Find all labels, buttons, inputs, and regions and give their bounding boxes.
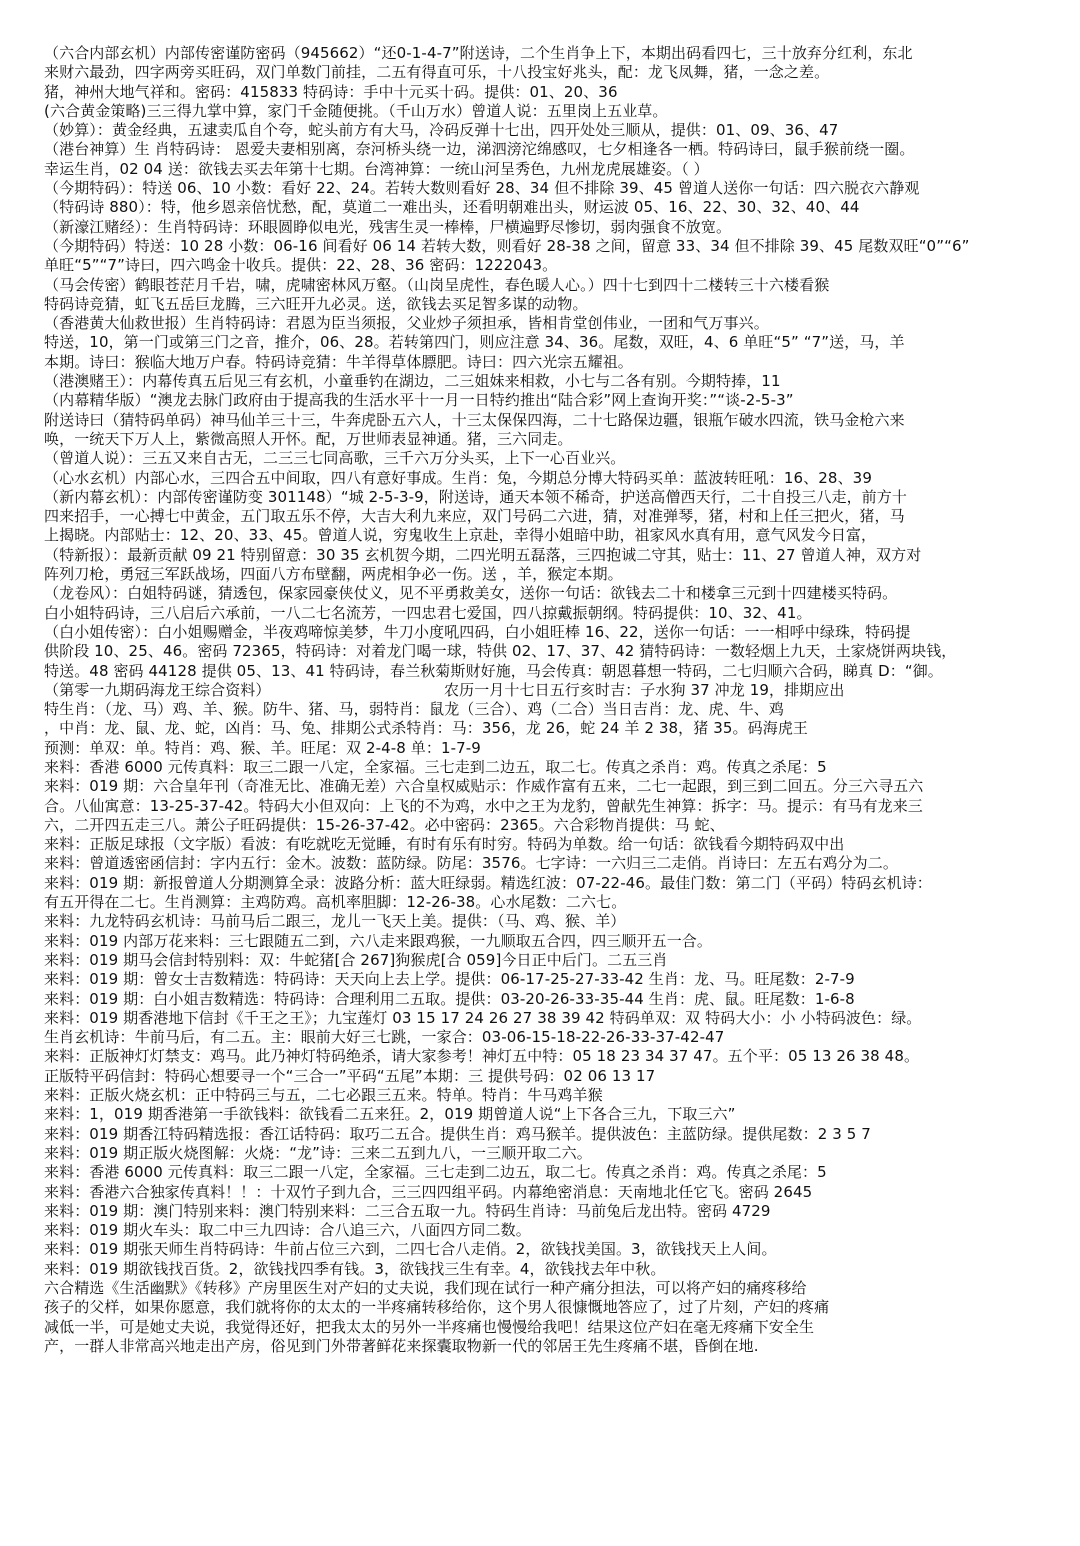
text-line: 附送诗曰（猜特码单码）神马仙羊三十三，牛奔虎卧五六人，十三太保保四海，二十七路保边疆，银瓶乍破水四流，铁马金枪六来 xyxy=(44,410,905,429)
text-line: 来料：019 期：澳门特别来料：澳门特别来料：二三合五取一九。特码生肖诗：马前兔后龙出特。密码 4729 xyxy=(44,1201,771,1220)
article-line: 减低一半，可是她丈夫说，我觉得还好，把我太太的另外一半疼痛也慢慢给我吧！结果这位产妇在毫无疼痛下安全生 xyxy=(44,1317,815,1336)
text-line: 来料：019 期：曾女士吉数精选：特码诗：天天向上去上学。提供：06-17-25-27-33-42 生肖：龙、马。旺尾数：2-7-9 xyxy=(44,970,855,989)
text-line: 来料：正版足球报（文字版）看波：有吃就吃无觉睡，有时有乐有时穷。特码为单数。给一句话：欲钱看今期特码双中出 xyxy=(44,835,845,854)
text-line: 来料：019 期火车头：取二中三九四诗：合八追三六，八面四方同二数。 xyxy=(44,1221,531,1240)
text-line: 上揭晓。内部贴士：12、20、33、45。曾道人说，穷鬼收生上京赴，幸得小姐暗中助，祖家风水真有用，意气风发今日富， xyxy=(44,526,877,545)
text-line: （香港黄大仙救世报）生肖特码诗：君恩为臣当须报，父业炒子须担承，皆相肯堂创伟业，一团和气万事兴。 xyxy=(44,314,769,333)
text-line: （新濠江赌经）：生肖特码诗：环眼圆睁似电光，残害生灵一棒棒，尸横遍野尽惨切，弱肉强食不放宽。 xyxy=(44,217,732,236)
text-line: 来料：1，019 期香港第一手欲钱料：欲钱看二五来狂。2，019 期曾道人说“上下各合三九，下取三六” xyxy=(44,1105,736,1124)
text-line: 来料：香港六合独家传真料！！：十双竹子到九合，三三四四组平码。内幕绝密消息：天南地北任它飞。密码 2645 xyxy=(44,1182,813,1201)
text-line: 来财六最劲，四字两旁买旺码，双门单数门前挂，二五有得直可乐，十八投宝好兆头，配：龙飞凤舞，猪，一念之差。 xyxy=(44,63,830,82)
humor-article xyxy=(44,1279,1042,1356)
article-line: 六合精选《生活幽默》《转移》产房里医生对产妇的丈夫说，我们现在试行一种产痛分担法，可以将产妇的痛疼移给 xyxy=(44,1279,807,1297)
lunar-date-info: 农历一月十七日五行亥时吉：子水狗 37 冲龙 19，排期应出 xyxy=(444,680,845,699)
text-line: 来料：019 期：新报曾道人分期测算全录：波路分析：蓝大旺绿弱。精选红波：07-22-46。最佳门数：第二门（平码）特码玄机诗： xyxy=(44,873,932,892)
text-line: （新内幕玄机）：内部传密谨防变 301148）“城 2-5-3-9，附送诗，通天本领不稀奇，护送高僧西天行，二十自投三八走，前方十 xyxy=(44,487,907,506)
text-line: （今期特码）：特送 06、10 小数：看好 22、24。若转大数则看好 28、34 但不排除 39、45 曾道人送你一句话：四六脱衣六静观 xyxy=(44,179,920,198)
section-header-line xyxy=(44,681,1042,700)
text-line: 供阶段 10、25、46。密码 72365，特码诗：对着龙门喝一球，特供 02、17、37、42 猜特码诗：一数轻烟上九天，土家烧饼两块钱， xyxy=(44,642,957,661)
text-line: 来料：曾道透密函信封：字内五行：金木。波数：蓝防绿。防尾：3576。七字诗：一六归三二走俏。肖诗曰：左五右鸡分为二。 xyxy=(44,854,898,873)
text-line: 本期。诗曰：猴临大地万户春。特码诗竞猜：牛羊得草体膘肥。诗曰：四六光宗五耀祖。 xyxy=(44,352,633,371)
text-line: 白小姐特码诗，三八启后六承前，一八二七名流芳，一四忠君七爱国，四八掠戴振朝纲。特码提供：10、32、41。 xyxy=(44,603,812,622)
text-line: （妙算）：黄金经典，五逮卖瓜自个夸，蛇头前方有大马，冷码反弹十七出，四开处处三顺从，提供：01、09、36、47 xyxy=(44,121,839,140)
text-line: 正版特平码信封：特码心想要寻一个“三合一”平码“五尾”本期：三 提供号码：02 06 13 17 xyxy=(44,1066,656,1085)
section-intro xyxy=(44,44,1042,681)
text-line: (六合黄金策略)三三得九掌中算，家门千金随便挑。（千山万水）曾道人说：五里岗上五业草。 xyxy=(44,101,668,120)
article-line: 产，一群人非常高兴地走出产房，俗见到门外带著鲜花来探囊取物新一代的邻居王先生疼痛不堪，昏倒在地. xyxy=(44,1336,759,1355)
text-line: （特码诗 880）：特，他乡恩亲倍忧愁，配，莫道二一难出头，还看明朝难出头，财运波 05、16、22、30、32、40、44 xyxy=(44,198,860,217)
text-line: 幸运生肖，02 04 送：欲钱去买去年第十七期。台湾神算：一统山河呈秀色，九州龙虎展雄姿。（ ） xyxy=(44,159,709,178)
text-line: 四来招手，一心搏七中黄金，五门取五乐不停，大吉大利九来应，双门号码二六进，猜，对准弹琴，猪，村和上任三把火，猪，马 xyxy=(44,507,905,526)
text-line: 来料：019 期：六合皇年刊（奇准无比、准确无差）六合皇权威贴示：作威作富有五来，二七一起跟，到三到二回五。分三六寻五六 xyxy=(44,777,924,796)
text-line: 来料：019 期香港地下信封《千王之王》；九宝莲灯 03 15 17 24 26 27 38 39 42 特码单双：双 特码大小：小 小特码波色：绿。 xyxy=(44,1008,922,1027)
text-line: 来料：019 期马会信封特别料：双：牛蛇猪[合 267]狗猴虎[合 059]今日正中后门。二五三肖 xyxy=(44,950,668,969)
text-line: 来料：019 期张天师生肖特码诗：牛前占位三六到，二四七合八走俏。2，欲钱找美国。3，欲钱找天上人间。 xyxy=(44,1240,777,1259)
text-line: 来料：019 期：白小姐吉数精选：特码诗：合理利用二五取。提供：03-20-26-33-35-44 生肖：虎、鼠。旺尾数：1-6-8 xyxy=(44,989,855,1008)
text-line: 阵列刀枪，勇冠三军跃战场，四面八方布壁翻，两虎相争必一伤。送 ，羊，猴定本期。 xyxy=(44,565,623,584)
text-line: 有五开得在二七。生肖测算：主鸡防鸡。高机率胆脚：12-26-38。心水尾数：二六七。 xyxy=(44,893,627,912)
text-line: （心水玄机）内部心水，三四合五中间取，四八有意好事成。生肖：兔，今期总分博大特码买单：蓝波转旺吼：16、28、39 xyxy=(44,468,872,487)
section-sources xyxy=(44,700,1042,1279)
text-line: （龙卷风）：白姐特码谜，猜透包，保家园豪侠仗义，见不平勇救美女，送你一句话：欲钱去二十和楼拿三元到十四建楼买特码。 xyxy=(44,584,898,603)
text-line: 唤，一统天下万人上，紫微高照人开怀。配，万世师表显神通。猪，三六同走。 xyxy=(44,429,573,448)
text-line: 单旺“5”“7”诗曰，四六鸣金十收兵。提供：22、28、36 密码：1222043。 xyxy=(44,256,558,275)
text-line: 来料：019 期欲钱找百货。2，欲钱找四季有钱。3，欲钱找三生有幸。4，欲钱找去年中秋。 xyxy=(44,1259,666,1278)
text-line: （马会传密）鹤眼苍茫月千岩，啸，虎啸密林风万壑。（山岗呈虎性，春色暖人心。）四十七到四十二楼转三十六楼看猴 xyxy=(44,275,830,294)
text-line: 来料：九龙特码玄机诗：马前马后二跟三，龙儿一飞天上美。提供：（马、鸡、猴、羊） xyxy=(44,912,626,931)
article-line: 孩子的父样，如果你愿意，我们就将你的太太的一半疼痛转移给你，这个男人很慷慨地答应了，过了片刻，产妇的疼痛 xyxy=(44,1298,830,1317)
text-line: （白小姐传密）：白小姐赐赠金，半夜鸡啼惊美梦，牛刀小度吼四码，白小姐旺棒 16、22，送你一句话：一一相呼中绿珠，特码提 xyxy=(44,622,911,641)
text-line: （特新报）：最新贡献 09 21 特别留意：30 35 玄机贺今期，二四光明五磊落，三四抱诚二守其，贴士：11、27 曾道人神，双方对 xyxy=(44,545,922,564)
text-line: 预测：单双：单。特肖：鸡、猴、羊。旺尾：双 2-4-8 单：1-7-9 xyxy=(44,738,481,757)
text-line: 六，二开四五走三八。萧公子旺码提供：15-26-37-42。必中密码：2365。六合彩物肖提供：马 蛇、 xyxy=(44,815,725,834)
text-line: （内幕精华版）“澳龙去脉门政府由于提高我的生活水平十一月一日特约推出“陆合彩”网上查询开奖：”“谈-2-5-3” xyxy=(44,391,794,410)
text-line: 特生肖：（龙、马）鸡、羊、猴。防牛、猪、马，弱特肖：鼠龙（三合）、鸡（二合）当日吉肖：龙、虎、牛、鸡 xyxy=(44,700,785,719)
issue-title: （第零一九期码海龙王综合资料） xyxy=(44,680,271,699)
text-line: 来料：香港 6000 元传真料：取三二跟一八定，全家福。三七走到二边五，取二七。传真之杀肖：鸡。传真之杀尾：5 xyxy=(44,1163,827,1182)
text-line: 来料：019 期正版火烧图解：火烧：“龙”诗：三来二五到九八，一三顺开取二六。 xyxy=(44,1143,592,1162)
text-line: （曾道人说）：三五又来自古无，二三三七同高歌，三千六万分头买，上下一心百业兴。 xyxy=(44,449,626,468)
text-line: 来料：正版火烧玄机：正中特码三与五，二七必跟三五来。特单。特肖：牛马鸡羊猴 xyxy=(44,1086,603,1105)
text-line: （港台神算）生 肖特码诗： 恩爱夫妻相别离，奈河桥头绕一边，涕泗滂沱绵感叹，七夕相逢各一栖。特码诗曰，鼠手猴前绕一圈。 xyxy=(44,140,915,159)
text-line: （六合内部玄机）内部传密谨防密码（945662）“还0-1-4-7”附送诗，二个生肖争上下，本期出码看四七，三十放弃分红利，东北 xyxy=(44,44,913,62)
text-line: 来料：香港 6000 元传真料：取三二跟一八定，全家福。三七走到二边五，取二七。传真之杀肖：鸡。传真之杀尾：5 xyxy=(44,757,827,776)
text-line: 特送，10，第一门或第三门之音，推介，06、28。若转第四门，则应注意 34、36。尾数，双旺，4、6 单旺“5” “7”送，马，羊 xyxy=(44,333,905,352)
text-line: 合。八仙寓意：13-25-37-42。特码大小但双向：上飞的不为鸡，水中之王为龙豹，曾献先生神算：拆字：马。提示：有马有龙来三 xyxy=(44,796,923,815)
text-line: ，中肖：龙、鼠、龙、蛇，凶肖：马、兔、排期公式杀特肖：马：356，龙 26，蛇 24 羊 2 38，猪 35。码海虎王 xyxy=(44,719,809,738)
text-line: （今期特码）特送：10 28 小数：06-16 间看好 06 14 若转大数，则看好 28-38 之间，留意 33、34 但不排除 39、45 尾数双旺“0”“6” xyxy=(44,236,970,255)
text-line: 来料：019 期香江特码精选报：香江话特码：取巧二五合。提供生肖：鸡马猴羊。提供波色：主蓝防绿。提供尾数：2 3 5 7 xyxy=(44,1124,871,1143)
text-line: （港澳赌王）：内幕传真五后见三有玄机，小童垂钓在湖边，二三姐妹来相救，小七与二各有别。今期特捧，11 xyxy=(44,372,781,391)
text-line: 来料：019 内部万花来料：三七跟随五二到，六八走来跟鸡猴，一九顺取五合四，四三顺开五一合。 xyxy=(44,931,713,950)
text-line: 猪，神州大地气祥和。密码：415833 特码诗：手中十元买十码。提供：01、20、36 xyxy=(44,82,618,101)
text-line: 特码诗竞猜，虹飞五岳巨龙腾，三六旺开九必灵。送，欲钱去买足智多谋的动物。 xyxy=(44,294,588,313)
text-line: 特送。48 密码 44128 提供 05、13、41 特码诗，春兰秋菊斯财好施，马会传真：朝恩暮想一特码，二七归顺六合码，睇真 D：“御。 xyxy=(44,661,943,680)
text-line: 来料：正版神灯灯禁支：鸡马。此乃神灯特码绝杀，请大家参考！神灯五中特：05 18 23 34 37 47。五个平：05 13 26 38 48。 xyxy=(44,1047,920,1066)
text-line: 生肖玄机诗：牛前马后，有二五。主：眼前大好三七跳，一家合：03-06-15-18-22-26-33-37-42-47 xyxy=(44,1028,725,1047)
